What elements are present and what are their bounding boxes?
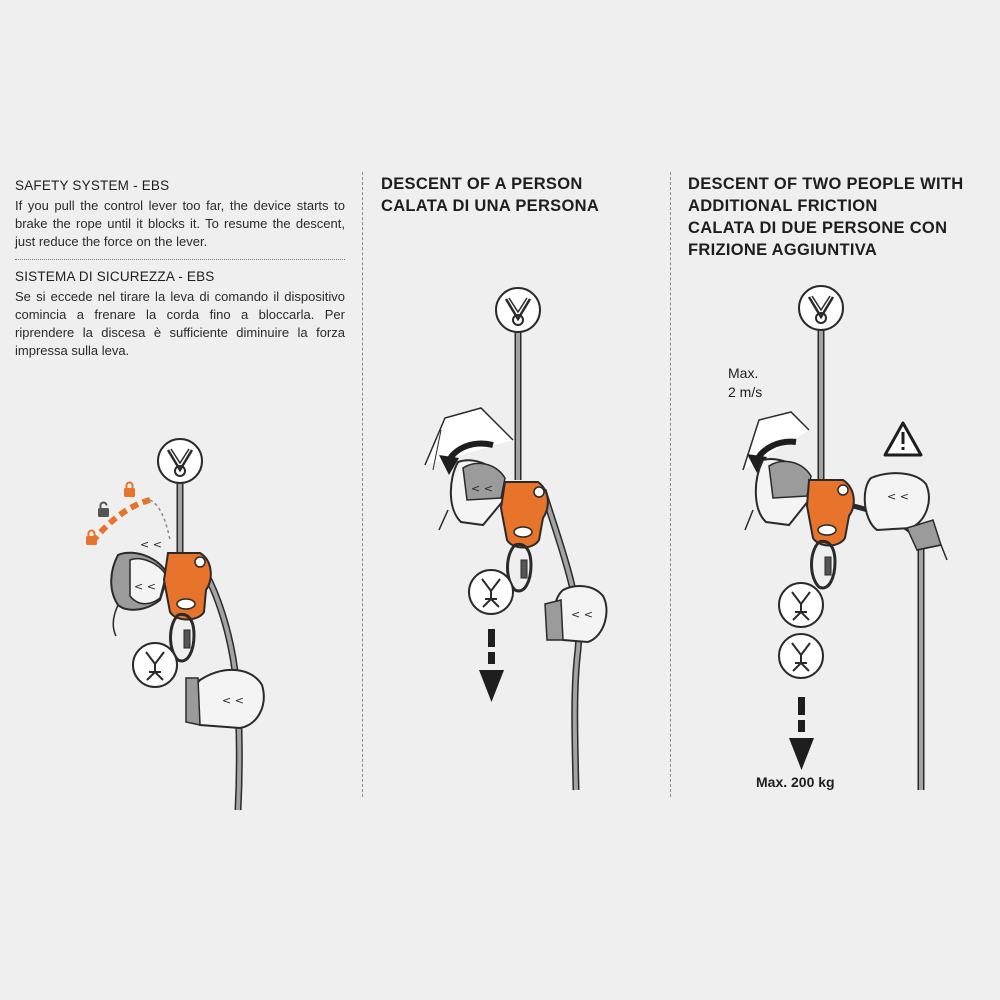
panel-descent-one-person (363, 0, 670, 1000)
svg-text:< <: < < (140, 538, 162, 551)
descent-two-title-en-2: ADDITIONAL FRICTION (688, 197, 878, 215)
speed-label-line2: 2 m/s (728, 384, 763, 400)
descender-device (164, 553, 211, 620)
descent-one-illustration (363, 0, 670, 1000)
lock-icon (86, 531, 97, 546)
descent-two-illustration (671, 0, 1000, 1000)
arrow-down-icon (789, 697, 814, 770)
anchor-icon (799, 286, 843, 330)
descent-two-title-it-2: FRIZIONE AGGIUNTIVA (688, 241, 878, 259)
speed-label-line1: Max. (728, 365, 759, 381)
svg-text:< <: < < (222, 694, 244, 707)
warning-icon (885, 423, 921, 455)
lock-icon (124, 483, 135, 498)
harness-icon (133, 643, 177, 687)
descent-two-title-en-1: DESCENT OF TWO PEOPLE WITH (688, 175, 964, 193)
anchor-icon (158, 439, 202, 483)
ebs-title-it: SISTEMA DI SICUREZZA - EBS (15, 269, 215, 284)
weight-label: Max. 200 kg (756, 774, 835, 790)
descent-one-title-it: CALATA DI UNA PERSONA (381, 197, 600, 215)
descent-one-title-en: DESCENT OF A PERSON (381, 175, 583, 193)
svg-text:< <: < < (887, 490, 909, 503)
ebs-illustration (0, 0, 362, 1000)
svg-text:< <: < < (471, 482, 493, 495)
descender-device (807, 480, 854, 546)
ebs-body-en: If you pull the control lever too far, the device starts to brake the rope until it blocks it. To resume the descent, just reduce the force on the lever. (15, 198, 345, 249)
harness-icon (779, 583, 823, 627)
svg-text:< <: < < (571, 608, 593, 621)
lower-hand (545, 586, 607, 642)
ebs-lock-arc (86, 483, 170, 552)
ebs-body-it: Se si eccede nel tirare la leva di comando il dispositivo comincia a frenare la corda fino a bloccarla. Per riprendere la discesa è sufficiente diminuire la forza impressa sulla leva. (15, 289, 345, 358)
upper-hand (111, 553, 168, 636)
lower-hand (186, 670, 264, 728)
svg-text:< <: < < (134, 580, 156, 593)
anchor-icon (496, 288, 540, 332)
harness-icon (779, 634, 823, 678)
panel-descent-two-people (671, 0, 1000, 1000)
arrow-down-icon (479, 629, 504, 702)
harness-icon (469, 570, 513, 614)
panel-ebs-safety (0, 0, 362, 1000)
carabiner (812, 541, 836, 588)
descent-two-title-it-1: CALATA DI DUE PERSONE CON (688, 219, 948, 237)
friction-hand (865, 473, 947, 560)
upper-hand (745, 459, 813, 530)
unlock-icon (98, 503, 109, 518)
ebs-title-en: SAFETY SYSTEM - EBS (15, 178, 170, 193)
descender-device (501, 482, 548, 548)
